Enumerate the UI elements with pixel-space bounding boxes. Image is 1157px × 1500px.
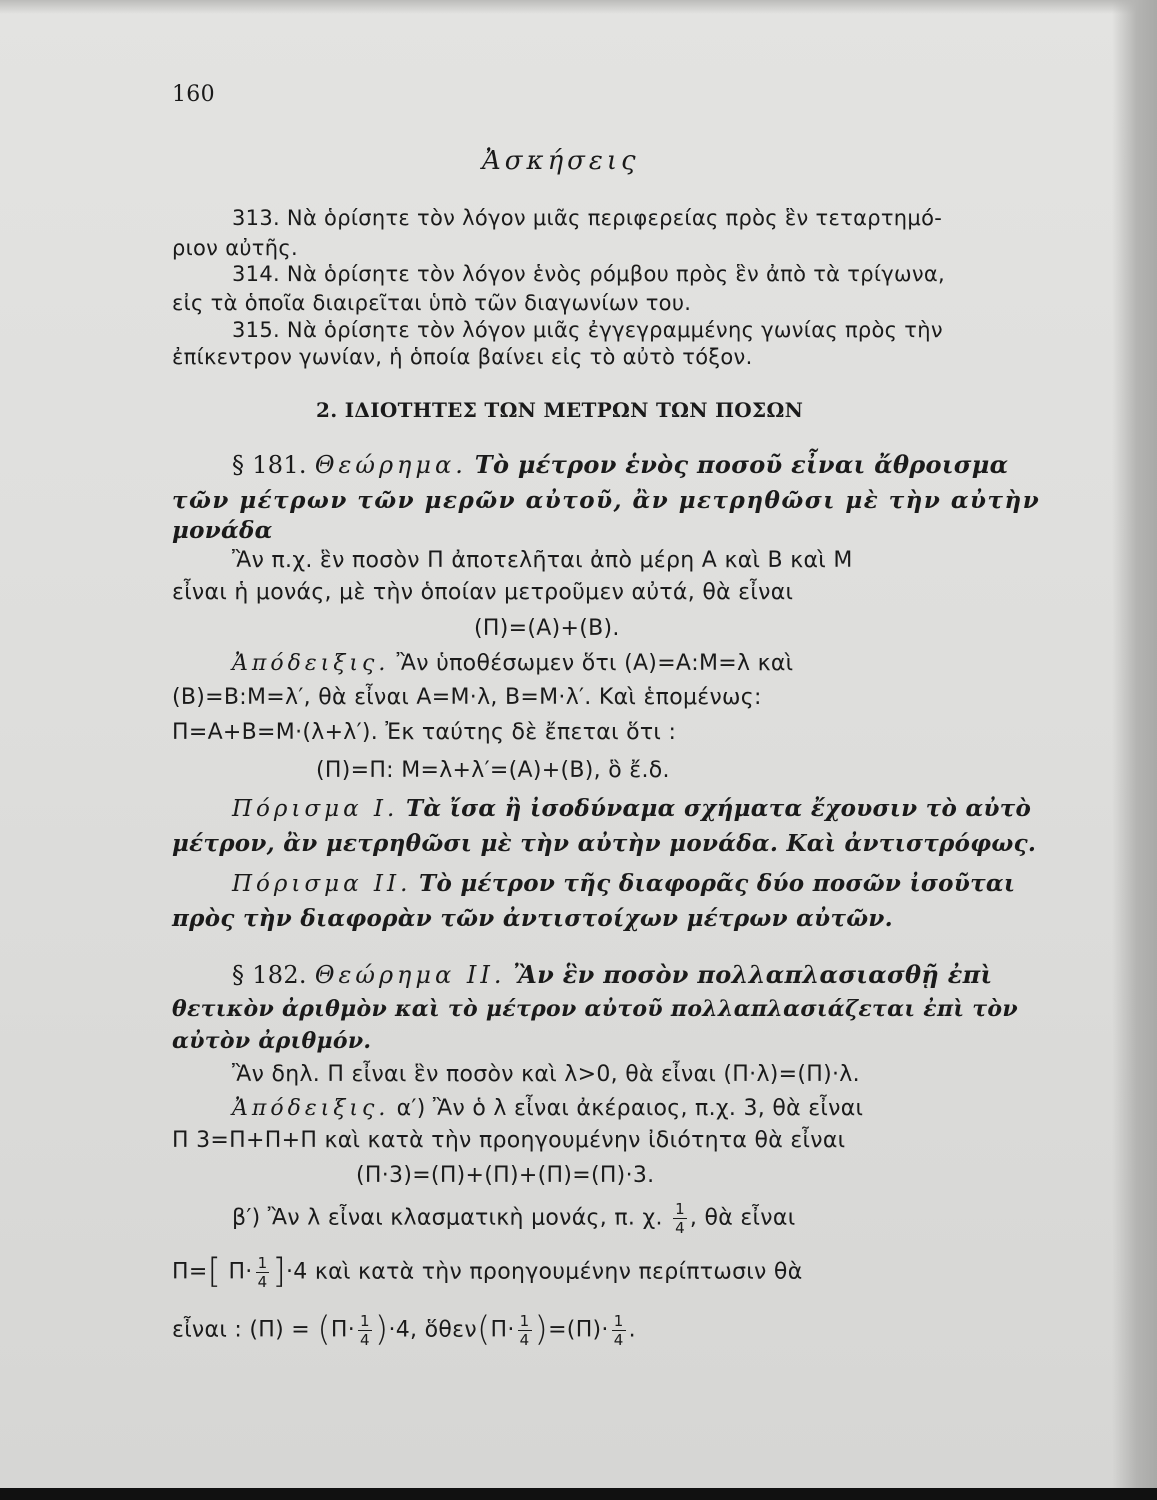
theorem-181-statement-line1 — [232, 450, 1008, 479]
left-bracket-icon: [ — [207, 1251, 222, 1292]
theorem-181-statement-line3: μονάδα — [172, 517, 273, 544]
corollary-2-label: Πόρισμα ΙΙ. — [232, 871, 412, 897]
proof-181-line1-text: Ἂν ὑποθέσωμεν ὅτι (Α)=Α:Μ=λ καὶ — [396, 651, 794, 676]
page-number: 160 — [172, 82, 215, 107]
corollary-2-text-a: Τὸ μέτρον τῆς διαφορᾶς δύο ποσῶν ἰσοῦται — [419, 870, 1016, 897]
final-equation-line — [172, 1309, 636, 1350]
case-b-tail: , θὰ εἶναι — [689, 1205, 796, 1231]
exercise-313-line1: 313. Νὰ ὁρίσητε τὸν λόγον μιᾶς περιφερείας πρὸς ἓν τεταρτημό- — [232, 206, 943, 230]
fraction-one-quarter — [673, 1200, 687, 1237]
exercise-315-line1: 315. Νὰ ὁρίσητε τὸν λόγον μιᾶς ἐγγεγραμμένης γωνίας πρὸς τὴν — [232, 318, 943, 342]
fraction-denominator: 4 — [360, 1331, 370, 1349]
corollary-1-label: Πόρισμα Ι. — [232, 796, 399, 822]
proof-182-line1 — [232, 1096, 863, 1121]
section-heading: 2. ΙΔΙΟΤΗΤΕΣ ΤΩΝ ΜΕΤΡΩΝ ΤΩΝ ΠΟΣΩΝ — [316, 398, 804, 422]
fraction-denominator: 4 — [613, 1331, 624, 1349]
case-b-line — [232, 1200, 795, 1237]
exercise-314-line1: 314. Νὰ ὁρίσητε τὸν λόγον ἑνὸς ρόμβου πρὸς ἓν ἀπὸ τὰ τρίγωνα, — [232, 262, 946, 286]
proof-181-label: Ἀπόδειξις. — [232, 651, 390, 676]
fraction-numerator: 1 — [613, 1312, 624, 1330]
fraction-denominator: 4 — [675, 1219, 685, 1237]
exercise-314-line2: εἰς τὰ ὁποῖα διαιρεῖται ὑπὸ τῶν διαγωνίων του. — [172, 291, 692, 315]
bracket-equation-line — [172, 1251, 803, 1292]
proof-182-equation: (Π·3)=(Π)+(Π)+(Π)=(Π)·3. — [356, 1163, 655, 1188]
theorem-182-number: § 182. — [232, 961, 307, 989]
final-eq-start: εἶναι : (Π) = — [172, 1317, 311, 1343]
bracket-eq-end: ·4 καὶ κατὰ τὴν προηγουμένην περίπτωσιν θὰ — [286, 1259, 803, 1285]
fraction-numerator: 1 — [675, 1200, 685, 1218]
corollary-1-line1 — [232, 795, 1031, 822]
theorem-181-equation: (Π)=(Α)+(Β). — [474, 616, 620, 641]
theorem-182-statement-line3: αὐτὸν ἀριθμόν. — [172, 1028, 372, 1054]
bracket-eq-pi: Π· — [228, 1259, 253, 1285]
proof-182-line1-text: α′) Ἂν ὁ λ εἶναι ἀκέραιος, π.χ. 3, θὰ εἶναι — [396, 1096, 864, 1121]
exercise-315-line2: ἐπίκεντρον γωνίαν, ἡ ὁποία βαίνει εἰς τὸ αὐτὸ τόξον. — [172, 345, 753, 369]
fraction-denominator: 4 — [257, 1273, 268, 1291]
proof-181-equation: (Π)=Π: Μ=λ+λ′=(Α)+(Β), ὃ ἔ.δ. — [316, 758, 670, 783]
fraction-one-quarter — [612, 1312, 626, 1349]
fraction-one-quarter — [256, 1254, 270, 1291]
corollary-1-text-a: Τὰ ἴσα ἢ ἰσοδύναμα σχήματα ἔχουσιν τὸ αὐτὸ — [405, 795, 1032, 822]
final-eq-result: =(Π)· — [548, 1317, 609, 1343]
theorem-181-label: Θεώρημα. — [314, 451, 467, 479]
final-eq-pi: Π· — [330, 1317, 356, 1343]
theorem-181-body-line2: εἶναι ἡ μονάς, μὲ τὴν ὁποίαν μετροῦμεν αὐτά, θὰ εἶναι — [172, 580, 794, 605]
scan-right-shadow — [1112, 0, 1157, 1500]
fraction-numerator: 1 — [519, 1312, 530, 1330]
theorem-182-statement-a: Ἂν ἓν ποσὸν πολλαπλασιασθῇ ἐπὶ — [513, 960, 993, 989]
fraction-one-quarter — [358, 1312, 372, 1349]
fraction-one-quarter — [518, 1312, 532, 1349]
exercises-title: Ἀσκήσεις — [482, 146, 640, 176]
corollary-2-line2: πρὸς τὴν διαφορὰν τῶν ἀντιστοίχων μέτρων αὐτῶν. — [172, 905, 893, 932]
bracket-eq-start: Π= — [172, 1259, 208, 1285]
theorem-181-number: § 181. — [232, 451, 307, 479]
theorem-181-body-line1: Ἂν π.χ. ἓν ποσὸν Π ἀποτελῆται ἀπὸ μέρη Α καὶ Β καὶ Μ — [232, 548, 853, 573]
theorem-182-statement-line2: θετικὸν ἀριθμὸν καὶ τὸ μέτρον αὐτοῦ πολλαπλασιάζεται ἐπὶ τὸν — [172, 996, 1018, 1022]
final-eq-mid: ·4, ὅθεν — [388, 1317, 477, 1343]
theorem-181-statement-line2: τῶν μέτρων τῶν μερῶν αὐτοῦ, ἂν μετρηθῶσι μὲ τὴν αὐτὴν — [172, 487, 1041, 514]
corollary-1-line2: μέτρον, ἂν μετρηθῶσι μὲ τὴν αὐτὴν μονάδα. Καὶ ἀντιστρόφως. — [172, 830, 1037, 857]
theorem-182-body: Ἂν δηλ. Π εἶναι ἓν ποσὸν καὶ λ>0, θὰ εἶναι (Π·λ)=(Π)·λ. — [232, 1062, 860, 1087]
theorem-182-label: Θεώρημα ΙΙ. — [314, 961, 506, 989]
scan-top-shadow — [0, 0, 1157, 14]
corollary-2-line1 — [232, 870, 1015, 897]
final-eq-dot: . — [628, 1317, 636, 1343]
proof-182-line2: Π 3=Π+Π+Π καὶ κατὰ τὴν προηγουμένην ἰδιότητα θὰ εἶναι — [172, 1128, 846, 1153]
exercise-313-line2: ριον αὐτῆς. — [172, 236, 298, 260]
fraction-numerator: 1 — [360, 1312, 370, 1330]
fraction-numerator: 1 — [257, 1254, 268, 1272]
proof-181-line3: Π=Α+Β=Μ·(λ+λ′). Ἐκ ταύτης δὲ ἔπεται ὅτι : — [172, 720, 677, 745]
final-eq-pi-2: Π· — [490, 1317, 515, 1343]
proof-181-line1 — [232, 651, 793, 676]
right-bracket-icon: ] — [272, 1251, 287, 1292]
theorem-181-statement-a: Τὸ μέτρον ἑνὸς ποσοῦ εἶναι ἄθροισμα — [474, 450, 1009, 479]
fraction-denominator: 4 — [519, 1331, 530, 1349]
left-paren-icon: ( — [317, 1309, 331, 1350]
left-paren-icon: ( — [476, 1309, 491, 1350]
scan-bottom-edge — [0, 1488, 1157, 1500]
proof-181-line2: (Β)=Β:Μ=λ′, θὰ εἶναι Α=Μ·λ, Β=Μ·λ′. Καὶ ἑπομένως: — [172, 685, 762, 710]
theorem-182-statement-line1 — [232, 960, 992, 989]
right-paren-icon: ) — [534, 1309, 549, 1350]
proof-182-label: Ἀπόδειξις. — [232, 1096, 390, 1121]
case-b-text: β′) Ἂν λ εἶναι κλασματικὴ μονάς, π. χ. — [232, 1205, 663, 1231]
right-paren-icon: ) — [374, 1309, 389, 1350]
